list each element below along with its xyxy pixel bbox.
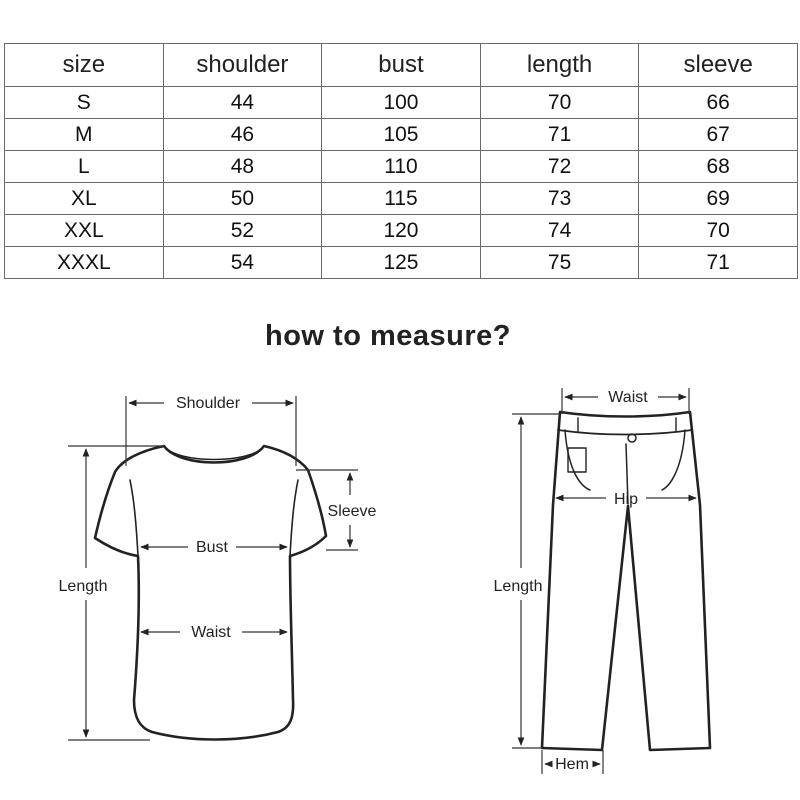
header-bust: bust (322, 44, 481, 87)
cell-sleeve: 71 (639, 247, 798, 279)
cell-bust: 120 (322, 215, 481, 247)
cell-length: 71 (480, 119, 639, 151)
cell-shoulder: 46 (163, 119, 322, 151)
cell-sleeve: 70 (639, 215, 798, 247)
cell-length: 75 (480, 247, 639, 279)
cell-length: 70 (480, 87, 639, 119)
cell-shoulder: 54 (163, 247, 322, 279)
header-size: size (5, 44, 164, 87)
header-shoulder: shoulder (163, 44, 322, 87)
cell-shoulder: 52 (163, 215, 322, 247)
pants-length-label: Length (493, 578, 543, 595)
pants-outline (542, 412, 710, 750)
cell-bust: 105 (322, 119, 481, 151)
cell-sleeve: 66 (639, 87, 798, 119)
cell-length: 74 (480, 215, 639, 247)
cell-bust: 110 (322, 151, 481, 183)
shirt-shoulder-label: Shoulder (175, 395, 241, 412)
cell-bust: 125 (322, 247, 481, 279)
shirt-bust-label: Bust (195, 539, 229, 556)
cell-size: M (5, 119, 164, 151)
cell-size: XL (5, 183, 164, 215)
header-length: length (480, 44, 639, 87)
cell-size: L (5, 151, 164, 183)
tshirt-outline (95, 446, 326, 740)
cell-sleeve: 69 (639, 183, 798, 215)
cell-bust: 100 (322, 87, 481, 119)
shirt-length-label: Length (58, 578, 108, 595)
pants-hem-label: Hem (555, 756, 589, 773)
cell-sleeve: 67 (639, 119, 798, 151)
cell-sleeve: 68 (639, 151, 798, 183)
cell-length: 73 (480, 183, 639, 215)
shirt-sleeve-label: Sleeve (327, 503, 377, 520)
cell-length: 72 (480, 151, 639, 183)
measure-title: how to measure? (265, 320, 511, 352)
cell-size: XXL (5, 215, 164, 247)
cell-size: S (5, 87, 164, 119)
cell-shoulder: 48 (163, 151, 322, 183)
cell-bust: 115 (322, 183, 481, 215)
pants-hip-label: Hip (613, 491, 639, 508)
cell-size: XXXL (5, 247, 164, 279)
header-sleeve: sleeve (639, 44, 798, 87)
shirt-waist-label: Waist (191, 624, 231, 641)
cell-shoulder: 44 (163, 87, 322, 119)
cell-shoulder: 50 (163, 183, 322, 215)
pants-waist-label: Waist (608, 389, 648, 406)
